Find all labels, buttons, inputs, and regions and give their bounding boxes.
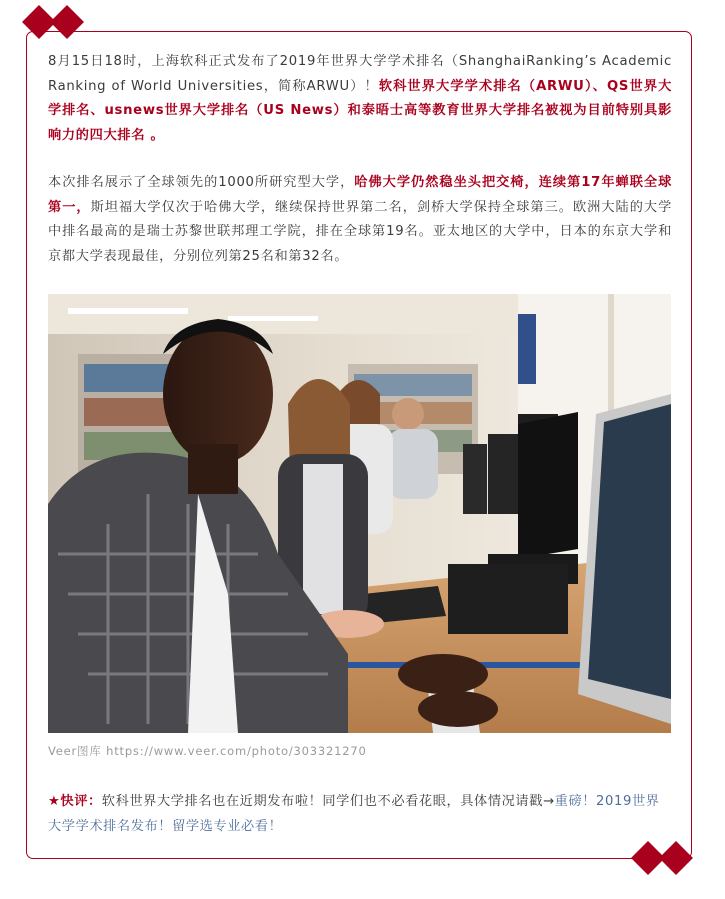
comment-text: 软科世界大学排名也在近期发布啦！同学们也不必看花眼，具体情况请戳→ xyxy=(101,794,555,809)
ranking-highlight: 哈佛大学仍然稳坐头把交椅，连续第17年蝉联全球第一， xyxy=(48,175,672,215)
students-computer-lab-photo xyxy=(48,294,671,733)
ranking-text-a: 本次排名展示了全球领先的1000所研究型大学， xyxy=(48,175,355,190)
ranking-paragraph xyxy=(48,171,672,269)
intro-highlight: 软科世界大学学术排名（ARWU）、QS世界大学排名、usnews世界大学排名（US News）和泰晤士高等教育世界大学排名被视为目前特别具影响力的四大排名 。 xyxy=(48,78,673,143)
quick-comment xyxy=(48,790,672,839)
intro-paragraph xyxy=(48,50,672,148)
article-body xyxy=(48,50,672,269)
article-link[interactable]: 重磅！2019世界大学学术排名发布！留学选专业必看！ xyxy=(48,794,660,834)
photo-credit: Veer图库 https://www.veer.com/photo/303321270 xyxy=(48,744,367,758)
intro-text: 8月15日18时，上海软科正式发布了2019年世界大学学术排名（ShanghaiRanking’s Academic Ranking of World Universities，简称ARWU）！ xyxy=(48,54,672,94)
ranking-text-b: 斯坦福大学仅次于哈佛大学，继续保持世界第二名，剑桥大学保持全球第三。欧洲大陆的大学中排名最高的是瑞士苏黎世联邦理工学院，排在全球第19名。亚太地区的大学中，日本的东京大学和京都大学表现最佳，分别位列第25名和第32名。 xyxy=(48,199,672,264)
comment-label: ★快评： xyxy=(48,794,102,809)
photo-illustration xyxy=(48,294,671,733)
